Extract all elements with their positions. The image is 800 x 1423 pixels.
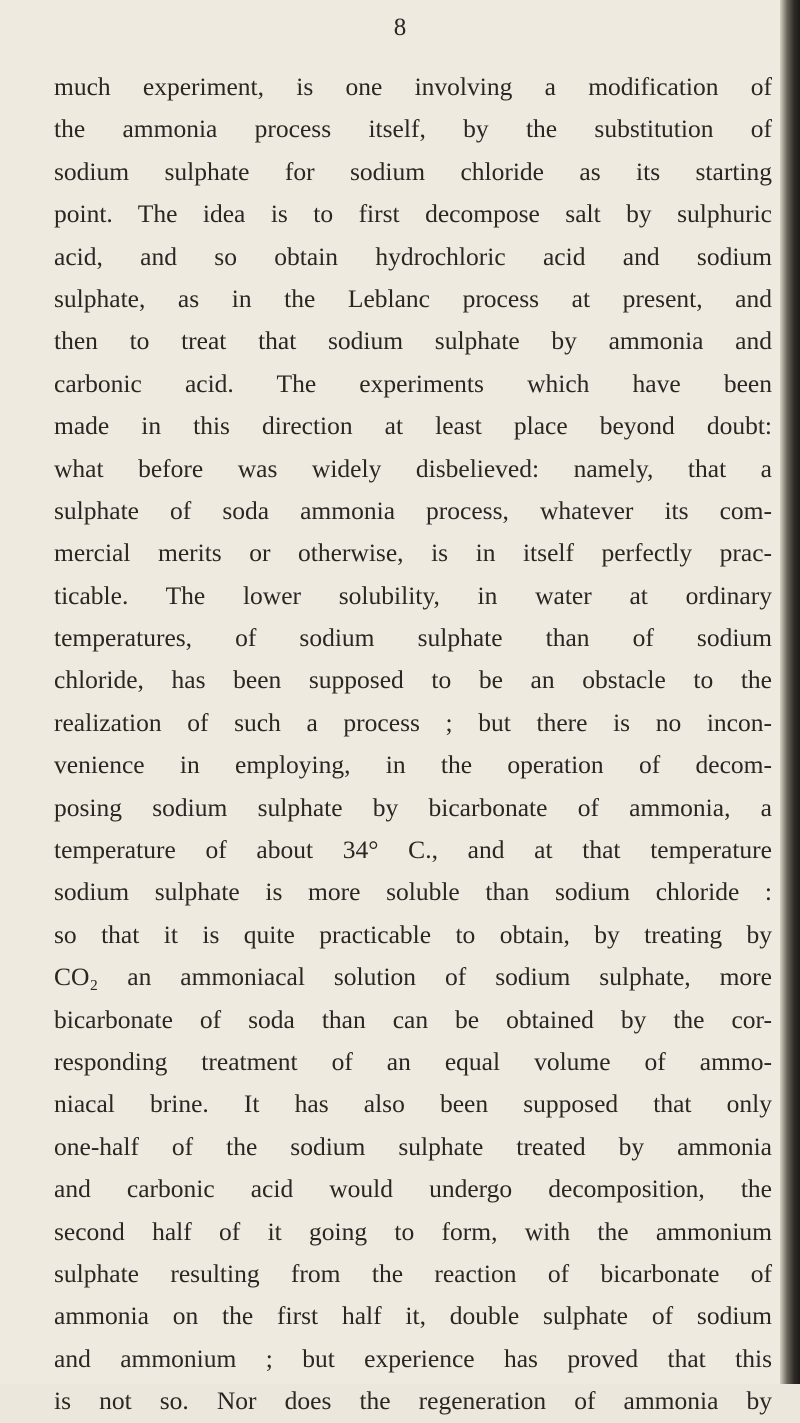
text-line: is not so. Nor does the regeneration of ammonia by (54, 1386, 772, 1416)
text-line: sodium sulphate for sodium chloride as its starting (54, 156, 772, 186)
body-text (54, 66, 772, 1423)
text-line: so that it is quite practicable to obtain, by treating by (54, 919, 772, 949)
text-line: responding treatment of an equal volume of ammo- (54, 1046, 772, 1076)
text-line: bicarbonate of soda than can be obtained by the cor- (54, 1004, 772, 1034)
text-line: chloride, has been supposed to be an obstacle to the (54, 665, 772, 695)
text-line: sodium sulphate is more soluble than sodium chloride : (54, 877, 772, 907)
page-number: 8 (393, 14, 407, 41)
text-line: posing sodium sulphate by bicarbonate of ammonia, a (54, 792, 772, 822)
text-line: sulphate of soda ammonia process, whatever its com- (54, 495, 772, 525)
text-line: the ammonia process itself, by the substitution of (54, 114, 772, 144)
text-line: realization of such a process ; but there is no incon- (54, 707, 772, 737)
text-line: ammonia on the first half it, double sulphate of sodium (54, 1301, 772, 1331)
text-line: what before was widely disbelieved: namely, that a (54, 453, 772, 483)
text-line: temperature of about 34° C., and at that temperature (54, 835, 772, 865)
text-line: venience in employing, in the operation of decom- (54, 750, 772, 780)
text-line: sulphate, as in the Leblanc process at present, and (54, 283, 772, 313)
text-line: acid, and so obtain hydrochloric acid and sodium (54, 241, 772, 271)
text-line: and ammonium ; but experience has proved that this (54, 1343, 772, 1373)
text-line: carbonic acid. The experiments which have been (54, 368, 772, 398)
text-line: one-half of the sodium sulphate treated by ammonia (54, 1131, 772, 1161)
text-line: made in this direction at least place beyond doubt: (54, 411, 772, 441)
text-line: then to treat that sodium sulphate by ammonia and (54, 326, 772, 356)
text-line: ticable. The lower solubility, in water at ordinary (54, 580, 772, 610)
page-edge-shadow (780, 0, 800, 1384)
text-line: point. The idea is to first decompose salt by sulphuric (54, 199, 772, 229)
text-line: mercial merits or otherwise, is in itself perfectly prac- (54, 538, 772, 568)
text-line: temperatures, of sodium sulphate than of sodium (54, 623, 772, 653)
text-line: and carbonic acid would undergo decomposition, the (54, 1174, 772, 1204)
text-line: CO₂ an ammoniacal solution of sodium sulphate, more (54, 962, 772, 992)
text-line: niacal brine. It has also been supposed that only (54, 1089, 772, 1119)
text-line: much experiment, is one involving a modification of (54, 72, 772, 101)
text-line: second half of it going to form, with the ammonium (54, 1216, 772, 1246)
text-line: sulphate resulting from the reaction of bicarbonate of (54, 1258, 772, 1288)
